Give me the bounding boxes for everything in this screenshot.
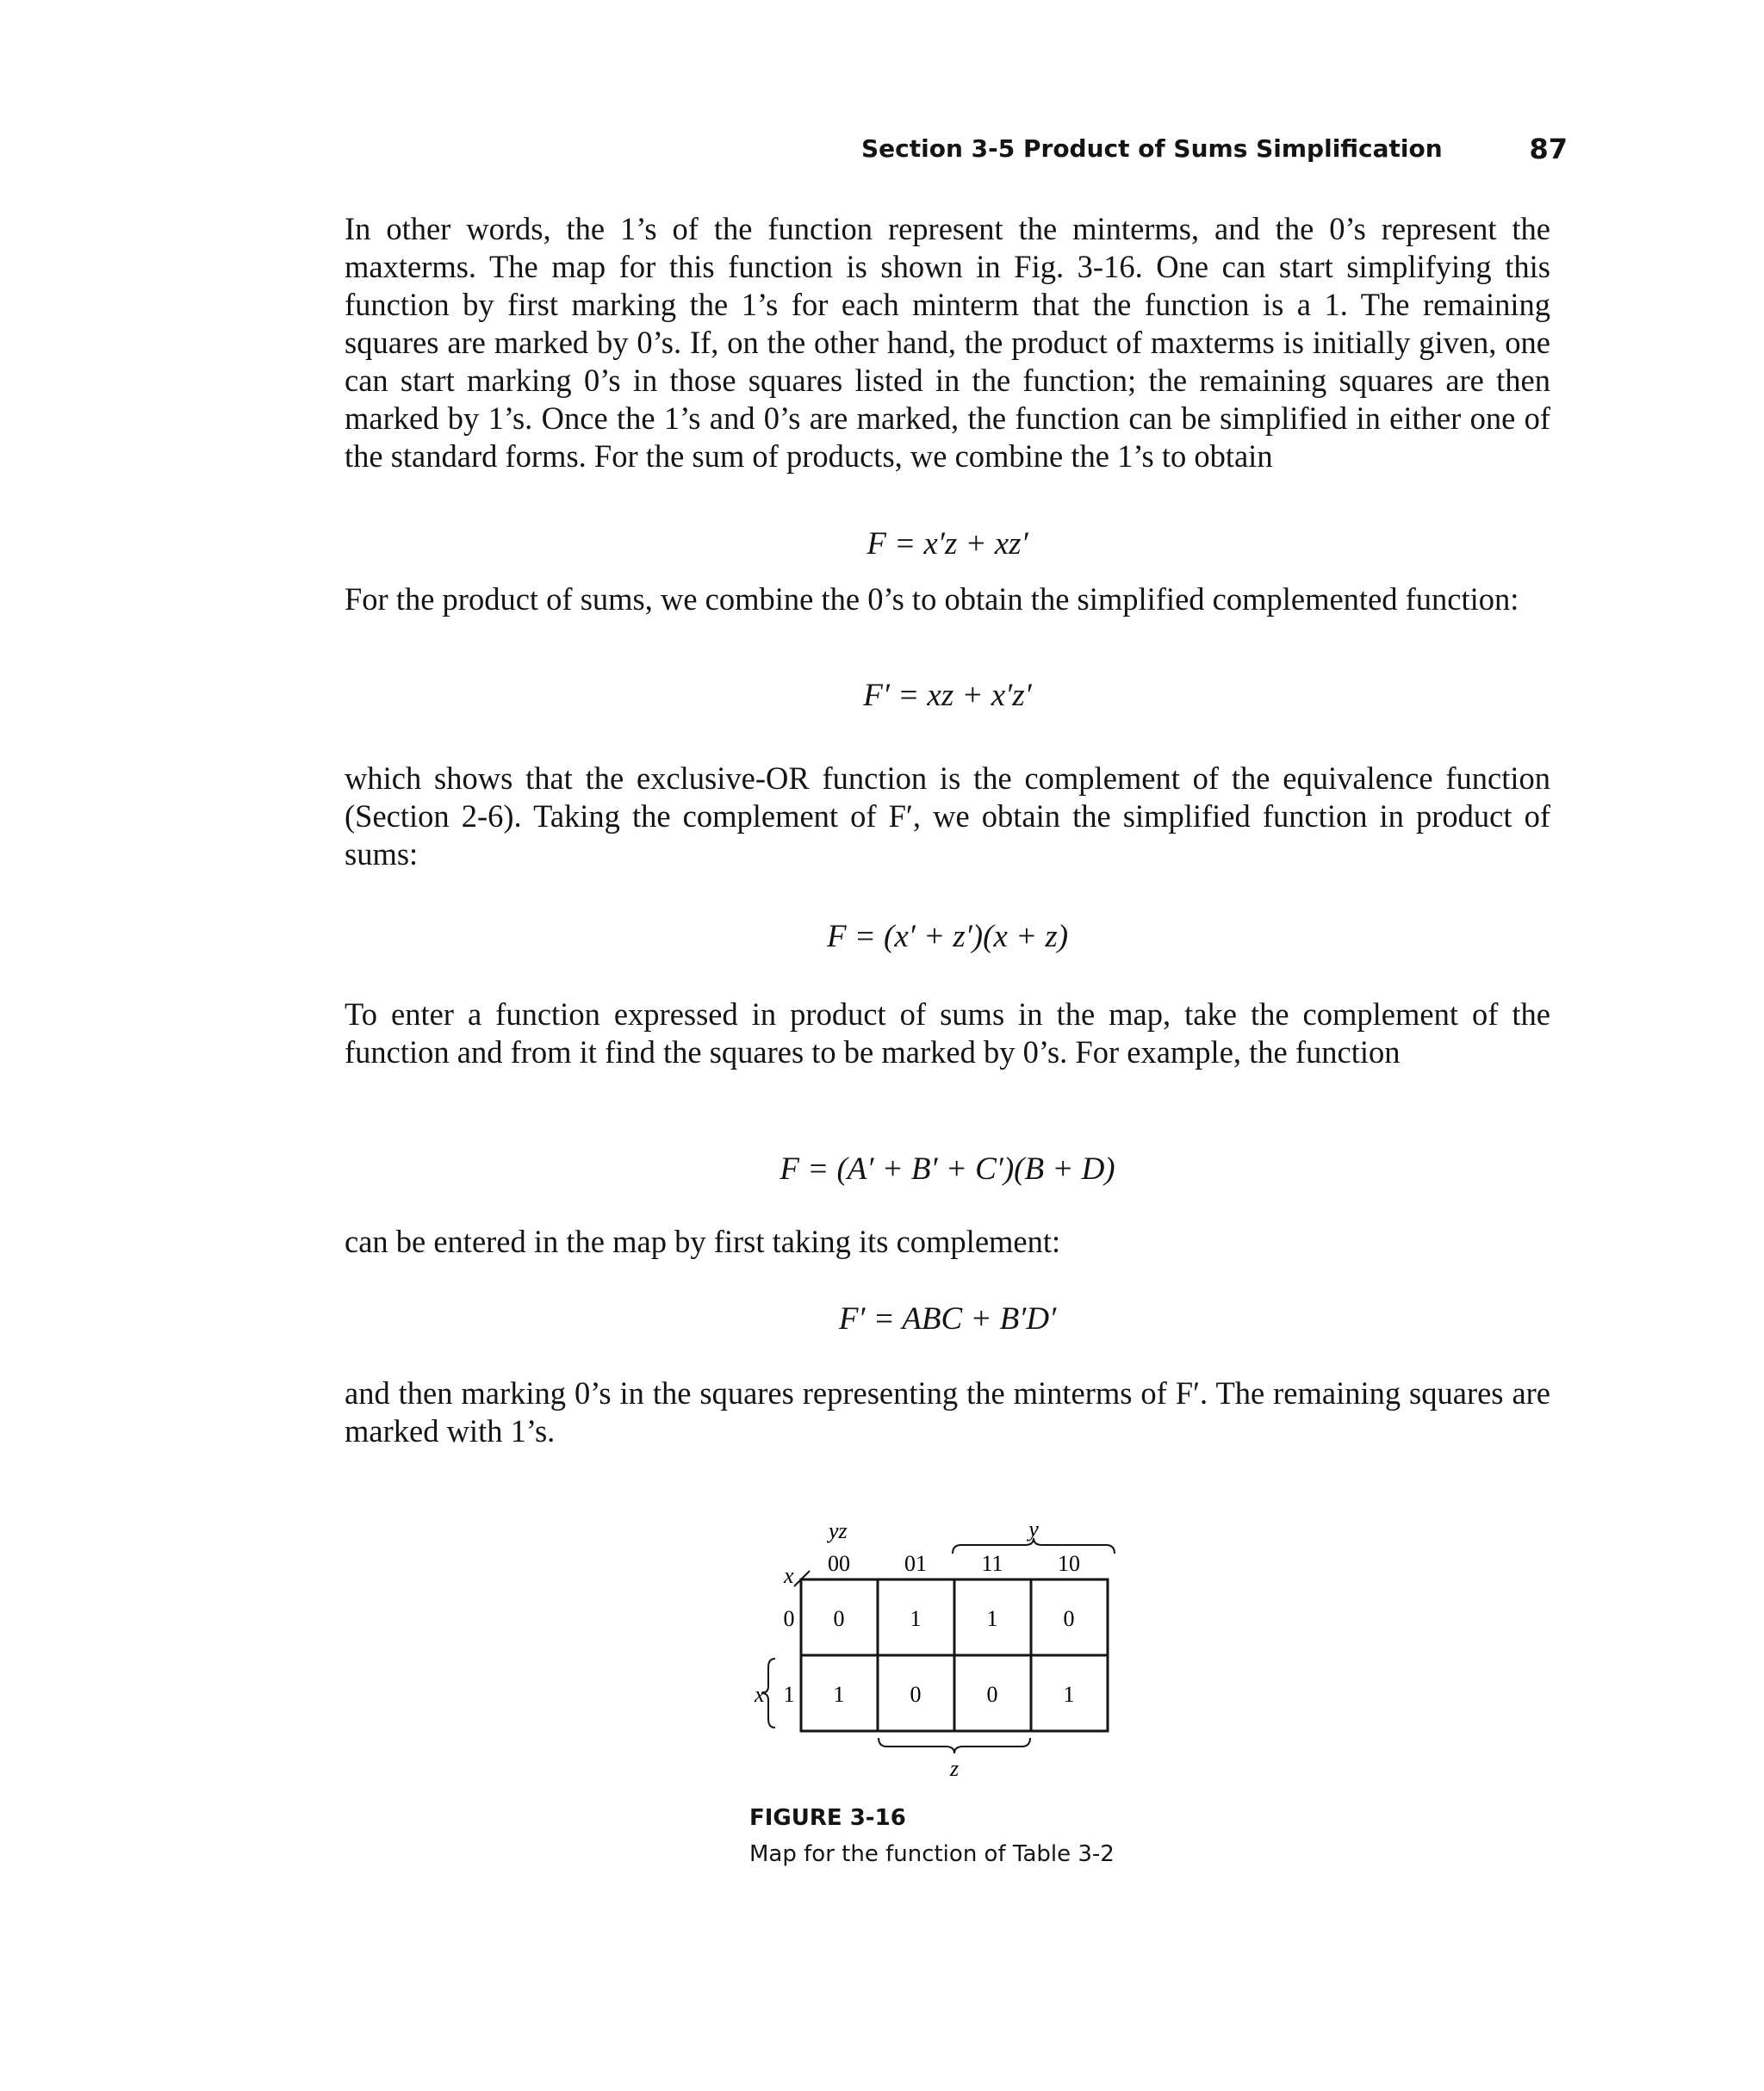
paragraph-1: In other words, the 1’s of the function represent the minterms, and the 0’s represent the maxterms. The map for this function is shown in Fig. 3-16. One can start simplifying this function by first marking the 1’s for each minterm that the function is a 1. The remaining squares are marked by 0’s. If, on the other hand, the product of maxterms is initially given, one can start marking 0’s in those squares listed in the function; the remaining squares are then marked by 1’s. Once the 1’s and 0’s are marked, the function can be simplified in either one of the standard forms. For the sum of products, we combine the 1’s to obtain bbox=[345, 211, 1550, 474]
karnaugh-map bbox=[741, 1507, 1154, 1800]
equation-3: F = (x′ + z′)(x + z) bbox=[826, 919, 1069, 954]
figure-caption: Map for the function of Table 3-2 bbox=[749, 1841, 1115, 1867]
map-cell: 1 bbox=[910, 1606, 922, 1631]
map-cell: 1 bbox=[1063, 1682, 1075, 1707]
map-cell: 1 bbox=[833, 1682, 845, 1707]
map-row-header-0: 0 bbox=[783, 1606, 795, 1631]
map-bracket-y-label: y bbox=[1028, 1517, 1039, 1542]
map-bracket-x-label: x bbox=[755, 1682, 765, 1707]
paragraph-6: and then marking 0’s in the squares representing the minterms of F′. The remaining squares are marked with 1’s. bbox=[345, 1375, 1550, 1449]
equation-2: F′ = xz + x′z′ bbox=[863, 678, 1032, 713]
running-head bbox=[861, 134, 1568, 169]
map-col-header-10: 10 bbox=[1058, 1551, 1080, 1576]
section-title: Section 3-5 Product of Sums Simplification bbox=[861, 134, 1443, 163]
page-number: 87 bbox=[1529, 133, 1568, 165]
map-row-var: x bbox=[784, 1563, 794, 1588]
map-cell: 0 bbox=[910, 1682, 922, 1707]
equation-1: F = x′z + xz′ bbox=[866, 526, 1028, 562]
map-cell: 0 bbox=[833, 1606, 845, 1631]
equation-4: F = (A′ + B′ + C′)(B + D) bbox=[780, 1151, 1115, 1187]
map-bracket-z-label: z bbox=[949, 1756, 960, 1781]
map-cell: 0 bbox=[986, 1682, 998, 1707]
map-cell: 0 bbox=[1063, 1606, 1075, 1631]
equation-5: F′ = ABC + B′D′ bbox=[838, 1301, 1057, 1337]
paragraph-4: To enter a function expressed in product of sums in the map, take the complement of the function and from it find the squares to be marked by 0’s. For example, the function bbox=[345, 996, 1550, 1070]
paragraph-2: For the product of sums, we combine the 0’s to obtain the simplified complemented function: bbox=[345, 581, 1519, 617]
map-col-header-11: 11 bbox=[981, 1551, 1003, 1576]
paragraph-5: can be entered in the map by first taking its complement: bbox=[345, 1224, 1061, 1259]
paragraph-3: which shows that the exclusive-OR function is the complement of the equivalence function (Section 2-6). Taking the complement of F′, we obtain the simplified function in product of sums: bbox=[345, 760, 1550, 872]
karnaugh-map-figure bbox=[741, 1507, 1154, 1800]
map-col-header-00: 00 bbox=[828, 1551, 850, 1576]
map-col-vars: yz bbox=[829, 1518, 848, 1543]
map-cell: 1 bbox=[986, 1606, 998, 1631]
figure-label: FIGURE 3-16 bbox=[749, 1805, 906, 1831]
map-col-header-01: 01 bbox=[904, 1551, 927, 1576]
map-row-header-1: 1 bbox=[783, 1682, 795, 1707]
